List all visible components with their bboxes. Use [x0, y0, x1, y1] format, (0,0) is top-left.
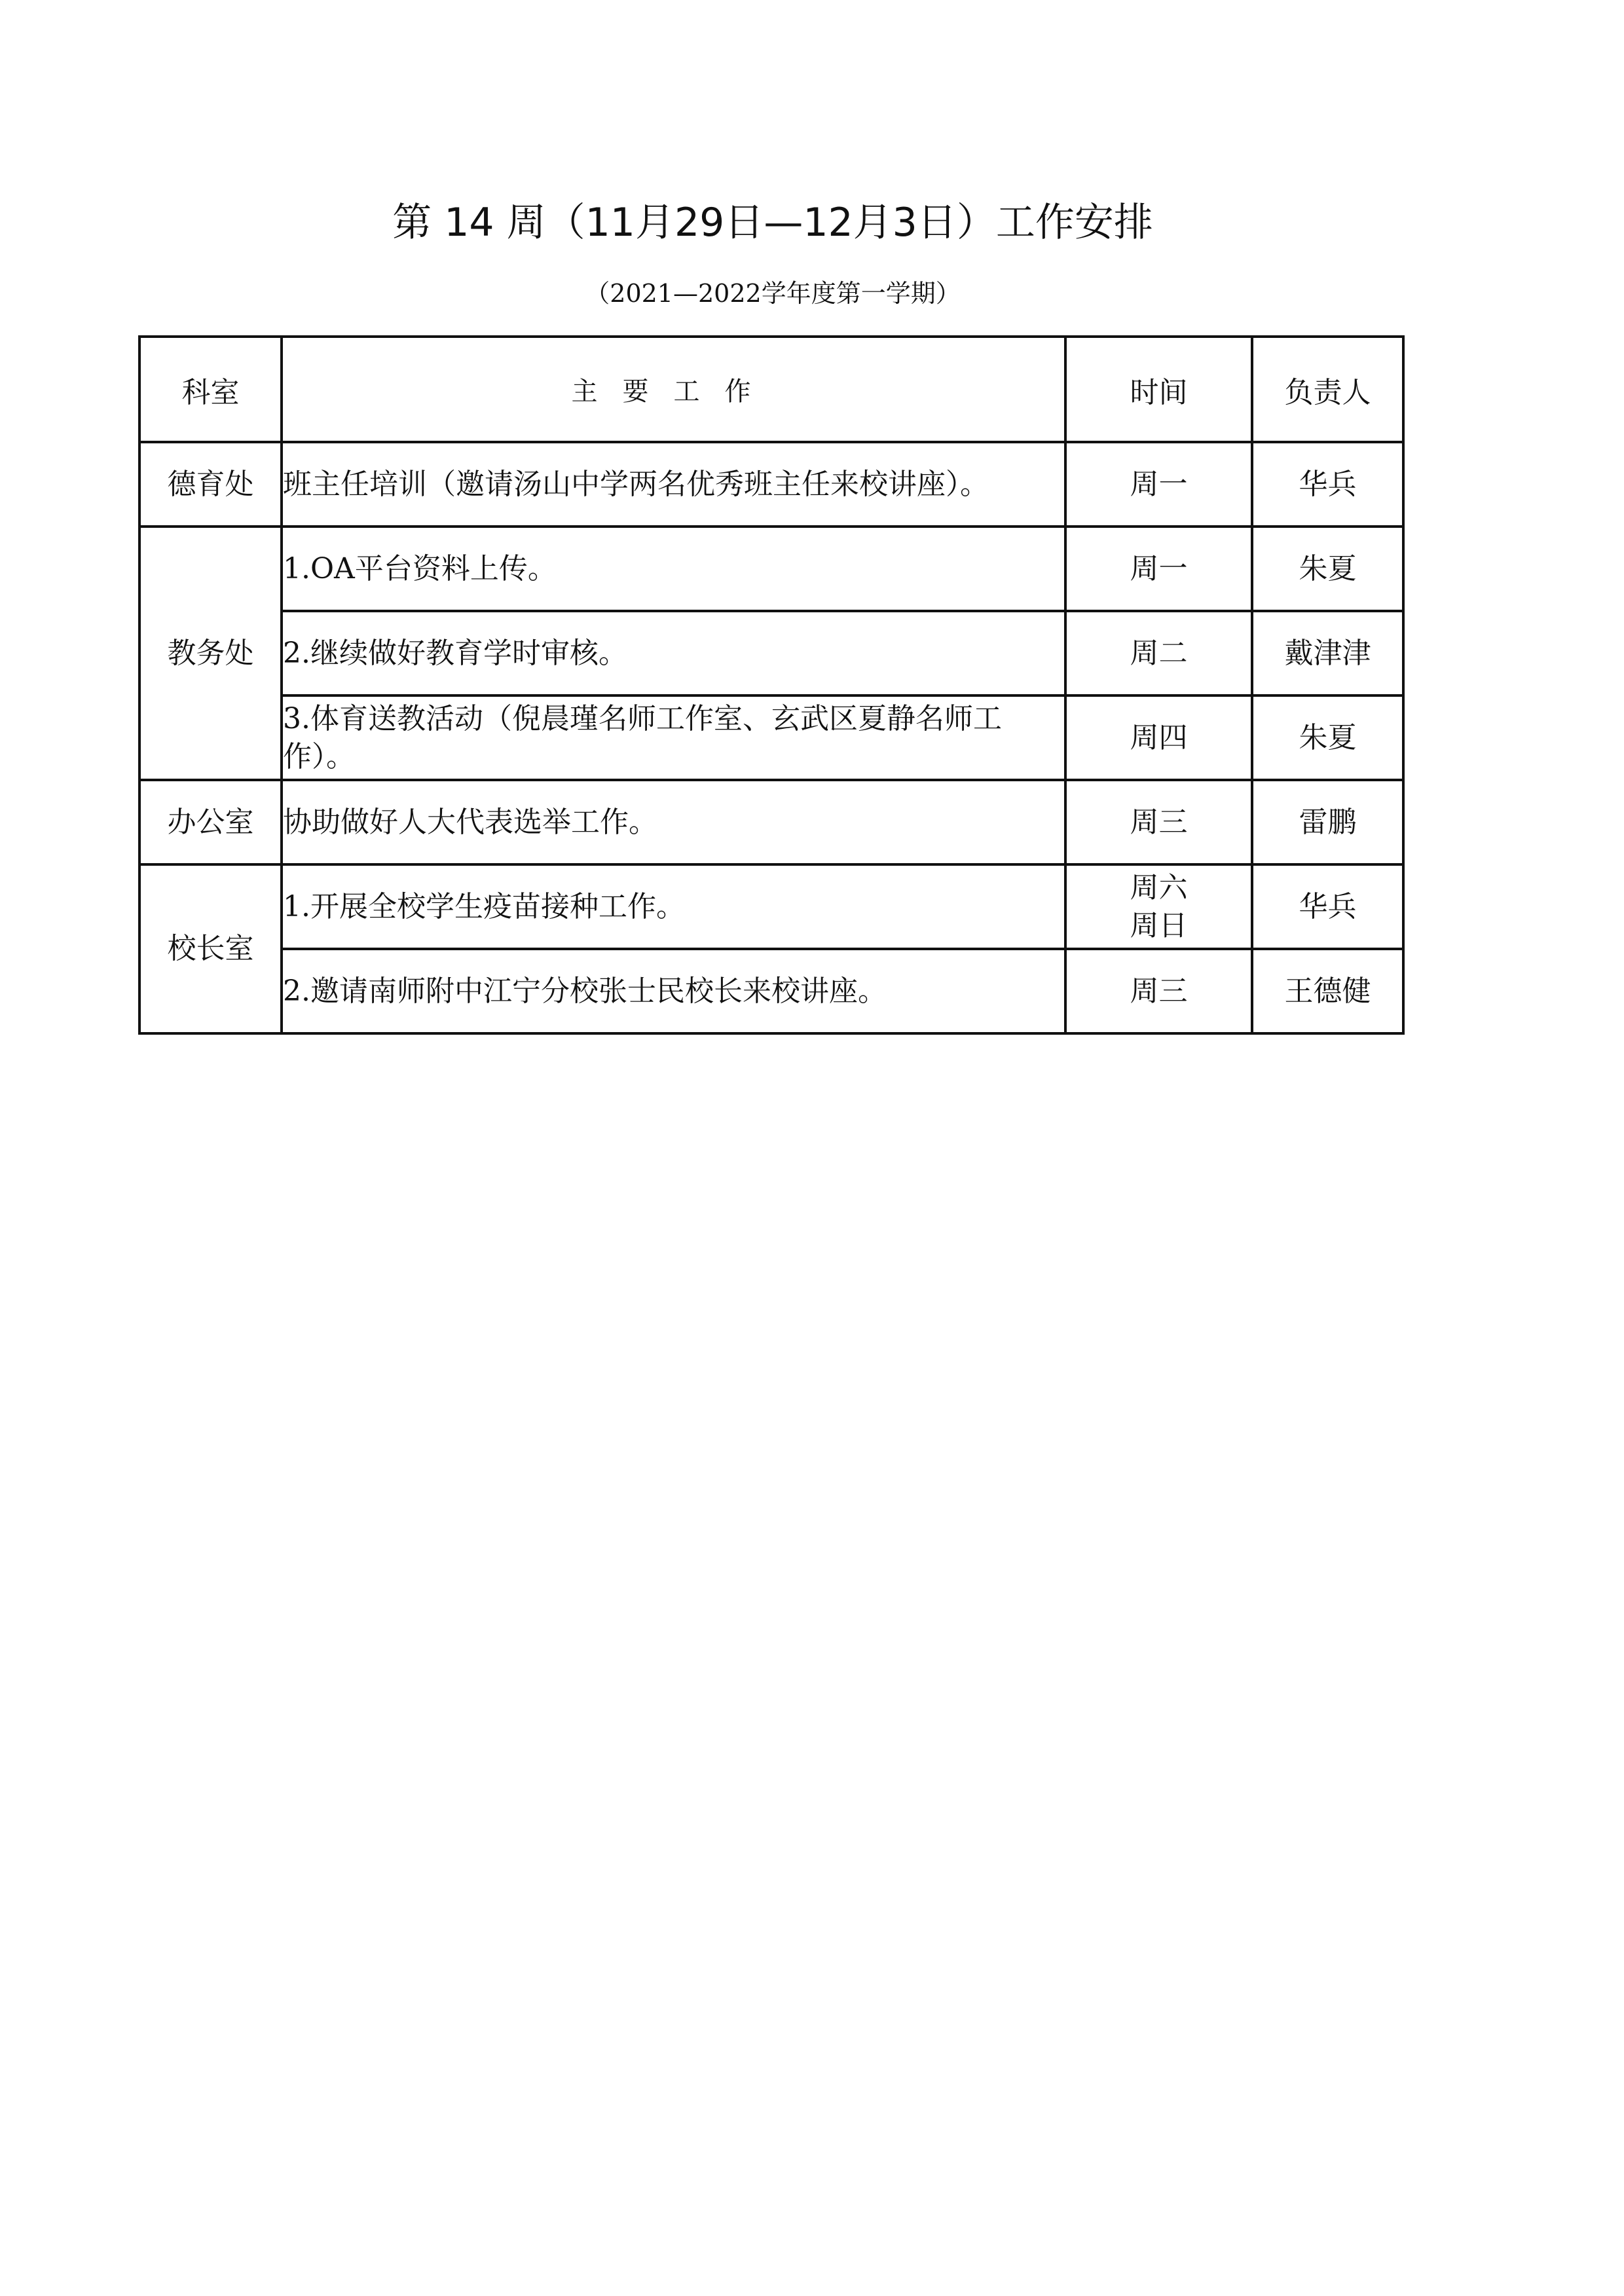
page-subtitle: （2021—2022学年度第一学期）	[585, 279, 961, 308]
table-row	[139, 611, 1403, 695]
header-time: 时间	[1065, 337, 1252, 442]
time-value: 周一	[1130, 467, 1188, 501]
work-cell: 协助做好人大代表选举工作。	[282, 780, 1065, 864]
header-work: 主要工作	[282, 337, 1065, 442]
time-value: 周一	[1130, 551, 1188, 585]
person-cell: 雷鹏	[1252, 780, 1403, 864]
time-cell	[1065, 442, 1252, 527]
table-row	[139, 695, 1403, 780]
person-cell: 华兵	[1252, 442, 1403, 527]
work-cell: 3.体育送教活动（倪晨瑾名师工作室、玄武区夏静名师工作）。	[282, 695, 1065, 780]
table-row	[139, 442, 1403, 527]
time-value: 周三	[1130, 974, 1188, 1008]
table-row	[139, 780, 1403, 864]
work-cell: 班主任培训（邀请汤山中学两名优秀班主任来校讲座）。	[282, 442, 1065, 527]
time-value: 周六	[1130, 870, 1188, 904]
table-row	[139, 527, 1403, 611]
work-cell: 1.开展全校学生疫苗接种工作。	[282, 864, 1065, 949]
dept-cell: 办公室	[139, 780, 282, 864]
person-cell: 朱夏	[1252, 527, 1403, 611]
dept-cell: 教务处	[139, 527, 282, 780]
time-value-second: 周日	[1130, 908, 1188, 942]
time-cell	[1065, 527, 1252, 611]
person-cell: 朱夏	[1252, 695, 1403, 780]
time-cell	[1065, 695, 1252, 780]
header-dept: 科室	[139, 337, 282, 442]
dept-cell: 校长室	[139, 864, 282, 1033]
table-row	[139, 864, 1403, 949]
time-cell	[1065, 611, 1252, 695]
person-cell: 王德健	[1252, 949, 1403, 1033]
table-header-row	[139, 337, 1403, 442]
dept-cell: 德育处	[139, 442, 282, 527]
work-cell: 2.邀请南师附中江宁分校张士民校长来校讲座。	[282, 949, 1065, 1033]
work-cell: 2.继续做好教育学时审核。	[282, 611, 1065, 695]
person-cell: 戴津津	[1252, 611, 1403, 695]
time-value: 周三	[1130, 805, 1188, 839]
person-cell: 华兵	[1252, 864, 1403, 949]
time-cell	[1065, 780, 1252, 864]
page-title: 第 14 周（11月29日—12月3日）工作安排	[392, 200, 1153, 246]
time-value: 周二	[1130, 636, 1188, 670]
schedule-table	[138, 335, 1405, 1035]
table-row	[139, 949, 1403, 1033]
work-cell: 1.OA平台资料上传。	[282, 527, 1065, 611]
header-person: 负责人	[1252, 337, 1403, 442]
time-value: 周四	[1130, 720, 1188, 754]
time-cell	[1065, 864, 1252, 949]
time-cell	[1065, 949, 1252, 1033]
